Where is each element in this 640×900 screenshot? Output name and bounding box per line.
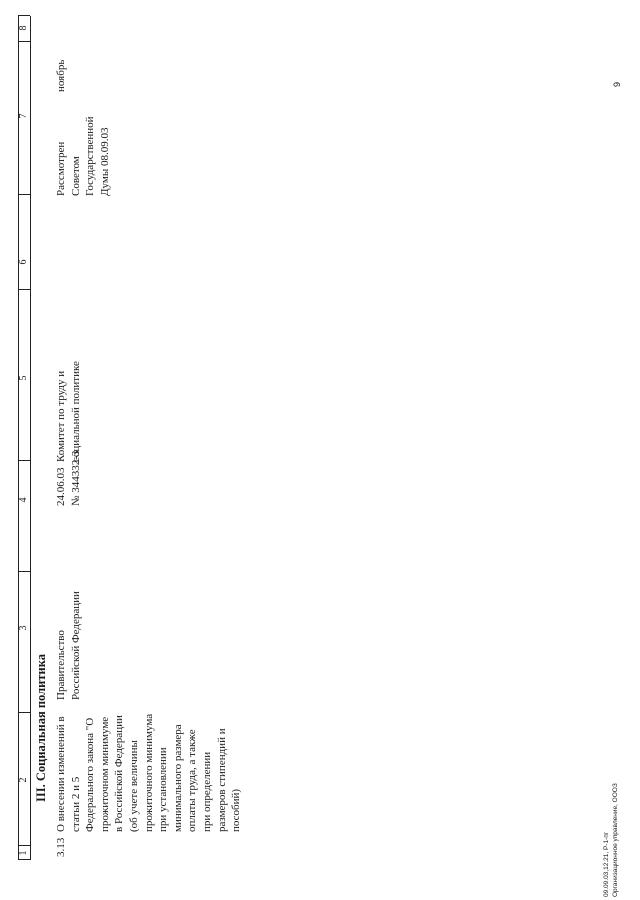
column-divider — [18, 41, 30, 42]
column-divider — [18, 712, 30, 713]
column-number-4: 4 — [18, 497, 29, 503]
row-committee: Комитет по труду и социальной политике — [55, 361, 82, 462]
column-number-5: 5 — [18, 375, 29, 381]
column-number-1: 1 — [18, 850, 29, 856]
column-number-6: 6 — [18, 259, 29, 265]
row-number: 3.13 — [55, 837, 67, 857]
column-number-3: 3 — [18, 625, 29, 631]
column-divider — [18, 460, 30, 461]
page-number: 9 — [612, 81, 622, 87]
row-month: ноябрь — [55, 59, 67, 92]
row-status: Рассмотрен Советом Государственной Думы 08.09.03 — [55, 116, 111, 196]
footer-text: 09.09.03,12.21, Р-1-пг Организационное управление, ОООЗ — [603, 783, 619, 897]
column-divider — [18, 194, 30, 195]
section-title: III. Социальная политика — [34, 654, 48, 802]
column-number-7: 7 — [18, 113, 29, 119]
column-divider — [18, 571, 30, 572]
table-header-line — [30, 16, 31, 860]
table-right-border — [18, 15, 30, 16]
table-top-line — [18, 16, 19, 860]
row-initiator: Правительство Российской Федерации — [55, 591, 82, 700]
column-number-8: 8 — [18, 25, 29, 31]
row-title: О внесении изменений в статьи 2 и 5 Федерального закона "О прожиточном минимуме в Российской Федерации (об учете величины прожиточного минимума при установлении минимального размера оплаты труда, а также при определении размеров стипендий и пособий) — [55, 713, 243, 832]
column-number-2: 2 — [18, 777, 29, 783]
column-divider — [18, 289, 30, 290]
row-date-number: 24.06.03 № 344332-3 — [55, 450, 82, 506]
